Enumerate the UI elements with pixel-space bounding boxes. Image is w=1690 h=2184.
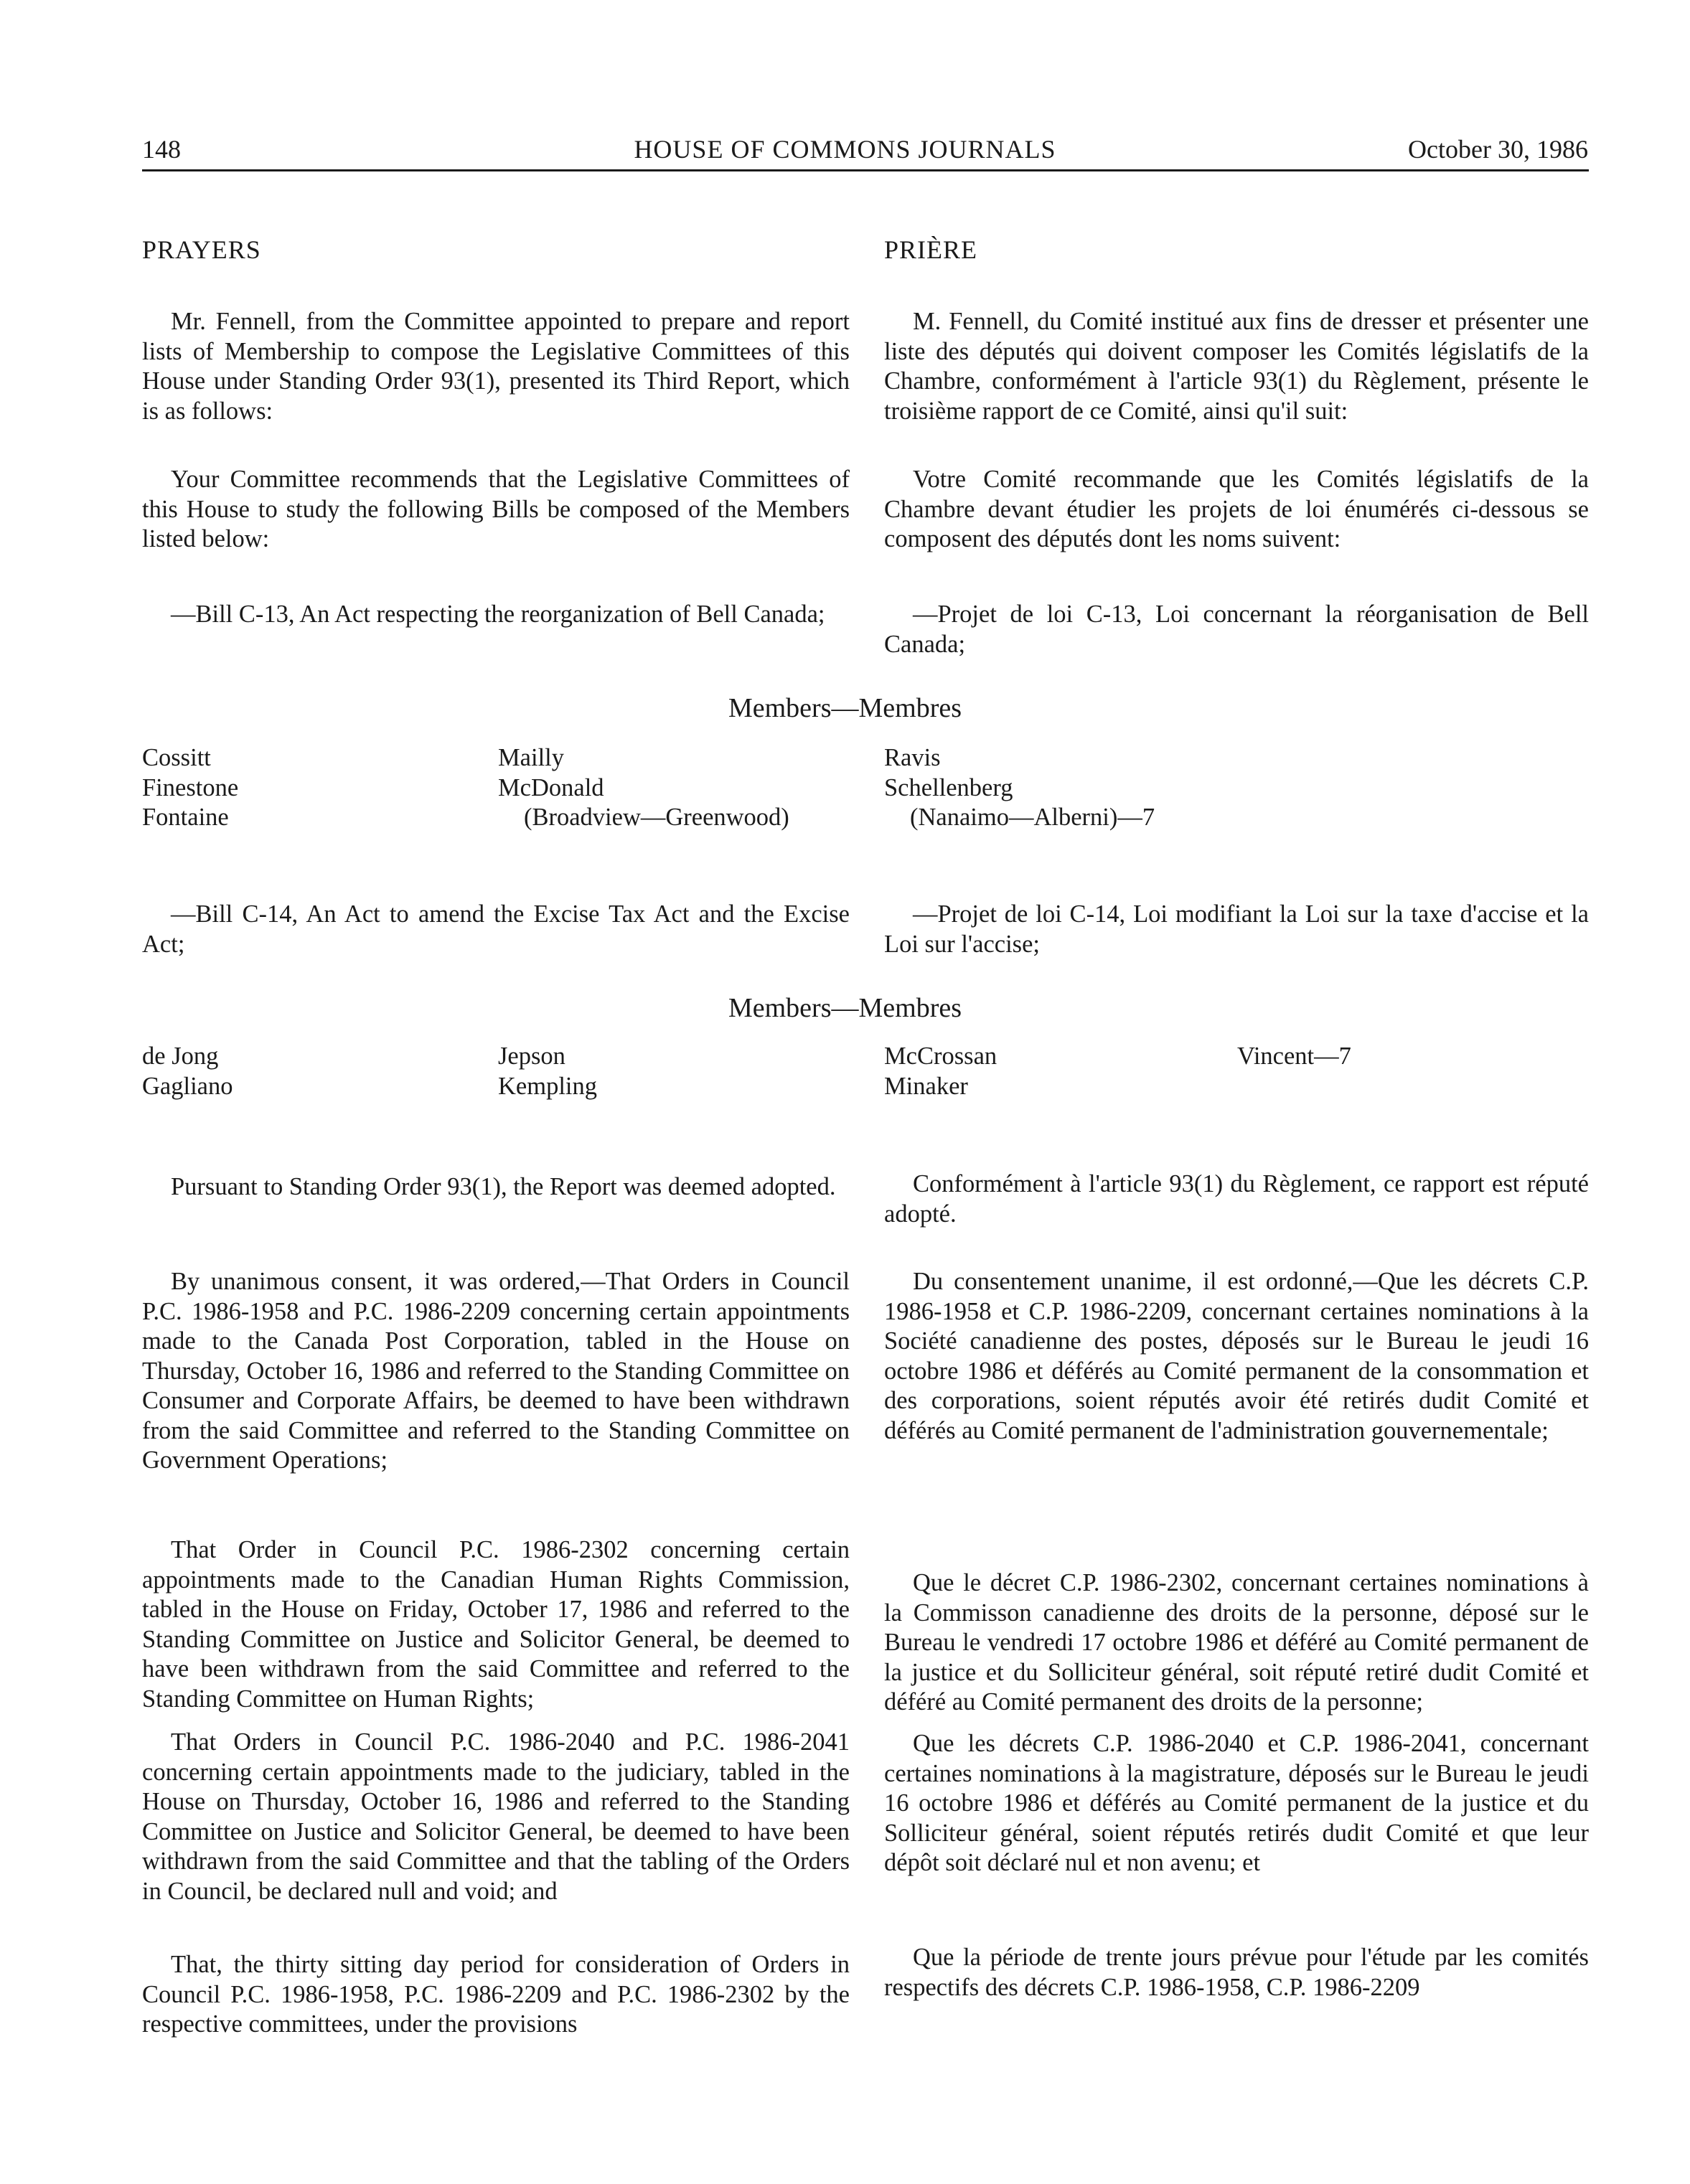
bill-c14-english: —Bill C-14, An Act to amend the Excise Tax Act and the Excise Act;	[142, 900, 850, 958]
bill-c13-french: —Projet de loi C-13, Loi concernant la réorganisation de Bell Canada;	[884, 601, 1589, 658]
member-list-column	[884, 743, 1155, 833]
english-paragraph: That, the thirty sitting day period for consideration of Orders in Council P.C. 1986-1958, P.C. 1986-2209 and P.C. 1986-2302 by the respective committees, under the provisions	[142, 1951, 850, 2038]
journal-date: October 30, 1986	[1408, 135, 1588, 164]
french-paragraph: Que les décrets C.P. 1986-2040 et C.P. 1986-2041, concernant certaines nominations à la magistrature, déposés sur le Bureau le jeudi 16 octobre 1986 et déférés au Comité permanent de la justice et du Solliciteur général, soient réputés retirés dudit Comité et que leur dépôt soit déclaré nul et non avenu; et	[884, 1730, 1589, 1876]
english-paragraph: Your Committee recommends that the Legislative Committees of this House to study the following Bills be composed of the Members listed below:	[142, 466, 850, 552]
english-paragraph: Mr. Fennell, from the Committee appointed to prepare and report lists of Membership to compose the Legislative Committees of this House under Standing Order 93(1), presented its Third Report, which is as follows:	[142, 308, 850, 425]
page-number: 148	[142, 135, 181, 164]
member-name: Vincent—7	[1237, 1042, 1351, 1070]
member-name: Ravis	[884, 744, 941, 771]
member-name: Gagliano	[142, 1072, 233, 1100]
member-riding: (Broadview—Greenwood)	[524, 804, 789, 831]
section-title-french: PRIÈRE	[884, 235, 978, 264]
member-name: McCrossan	[884, 1042, 997, 1070]
english-paragraph: By unanimous consent, it was ordered,—That Orders in Council P.C. 1986-1958 and P.C. 1986-2209 concerning certain appointments made to the Canada Post Corporation, tabled in the House on Thursday, October 16, 1986 and referred to the Standing Committee on Consumer and Corporate Affairs, be deemed to have been withdrawn from the said Committee and referred to the Standing Committee on Government Operations;	[142, 1268, 850, 1474]
members-heading: Members—Membres	[728, 693, 962, 723]
french-paragraph: Du consentement unanime, il est ordonné,—Que les décrets C.P. 1986-1958 et C.P. 1986-2209, concernant certaines nominations à la Société canadienne des postes, déposés sur le Bureau le jeudi 16 octobre 1986 et déférés au Comité permanent de la consommation et des corporations, soient réputés avoir été retirés dudit Comité et déférés au Comité permanent de l'administration gouvernementale;	[884, 1268, 1589, 1444]
french-paragraph: Conformément à l'article 93(1) du Règlement, ce rapport est réputé adopté.	[884, 1170, 1589, 1228]
english-paragraph: That Orders in Council P.C. 1986-2040 and P.C. 1986-2041 concerning certain appointments made to the judiciary, tabled in the House on Thursday, October 16, 1986 and referred to the Standing Committee on Justice and Solicitor General, be deemed to have been withdrawn from the said Committee and that the tabling of the Orders in Council, be declared null and void; and	[142, 1728, 850, 1905]
english-paragraph: Pursuant to Standing Order 93(1), the Report was deemed adopted.	[171, 1173, 836, 1200]
member-name: Schellenberg	[884, 773, 1013, 801]
member-list-column	[498, 1042, 597, 1101]
bill-c14-french: —Projet de loi C-14, Loi modifiant la Loi sur la taxe d'accise et la Loi sur l'accise;	[884, 900, 1589, 958]
header-rule	[142, 169, 1589, 171]
member-name: Kempling	[498, 1072, 597, 1100]
member-list-column	[884, 1042, 997, 1101]
member-name: McDonald	[498, 773, 604, 801]
member-name: Finestone	[142, 773, 239, 801]
french-paragraph: Que le décret C.P. 1986-2302, concernant certaines nominations à la Commisson canadienne des droits de la personne, déposé sur le Bureau le vendredi 17 octobre 1986 et déféré au Comité permanent de la justice et du Solliciteur général, soit réputé retiré dudit Comité et déféré au Comité permanent des droits de la personne;	[884, 1569, 1589, 1715]
french-paragraph: Votre Comité recommande que les Comités législatifs de la Chambre devant étudier les projets de loi énumérés ci-dessous se composent des députés dont les noms suivent:	[884, 466, 1589, 552]
member-name: de Jong	[142, 1042, 219, 1070]
members-heading: Members—Membres	[728, 993, 962, 1023]
section-title-english: PRAYERS	[142, 235, 261, 264]
member-name: Cossitt	[142, 744, 211, 771]
french-paragraph: M. Fennell, du Comité institué aux fins de dresser et présenter une liste des députés qui doivent composer les Comités législatifs de la Chambre, conformément à l'article 93(1) du Règlement, présente le troisième rapport de ce Comité, ainsi qu'il suit:	[884, 308, 1589, 425]
member-name: Mailly	[498, 744, 564, 771]
member-list-column	[142, 743, 238, 833]
bill-c13-english: —Bill C-13, An Act respecting the reorganization of Bell Canada;	[171, 601, 825, 628]
member-list-column	[142, 1042, 233, 1101]
french-paragraph: Que la période de trente jours prévue pour l'étude par les comités respectifs des décrets C.P. 1986-1958, C.P. 1986-2209	[884, 1944, 1589, 2001]
member-riding: (Nanaimo—Alberni)—7	[910, 804, 1155, 831]
member-name: Fontaine	[142, 804, 229, 831]
member-list-column	[498, 743, 789, 833]
english-paragraph: That Order in Council P.C. 1986-2302 concerning certain appointments made to the Canadian Human Rights Commission, tabled in the House on Friday, October 17, 1986 and referred to the Standing Committee on Justice and Solicitor General, be deemed to have been withdrawn from the said Committee and referred to the Standing Committee on Human Rights;	[142, 1536, 850, 1713]
member-list-column	[1237, 1042, 1351, 1072]
member-name: Minaker	[884, 1072, 968, 1100]
journal-title: HOUSE OF COMMONS JOURNALS	[634, 135, 1056, 164]
member-name: Jepson	[498, 1042, 565, 1070]
